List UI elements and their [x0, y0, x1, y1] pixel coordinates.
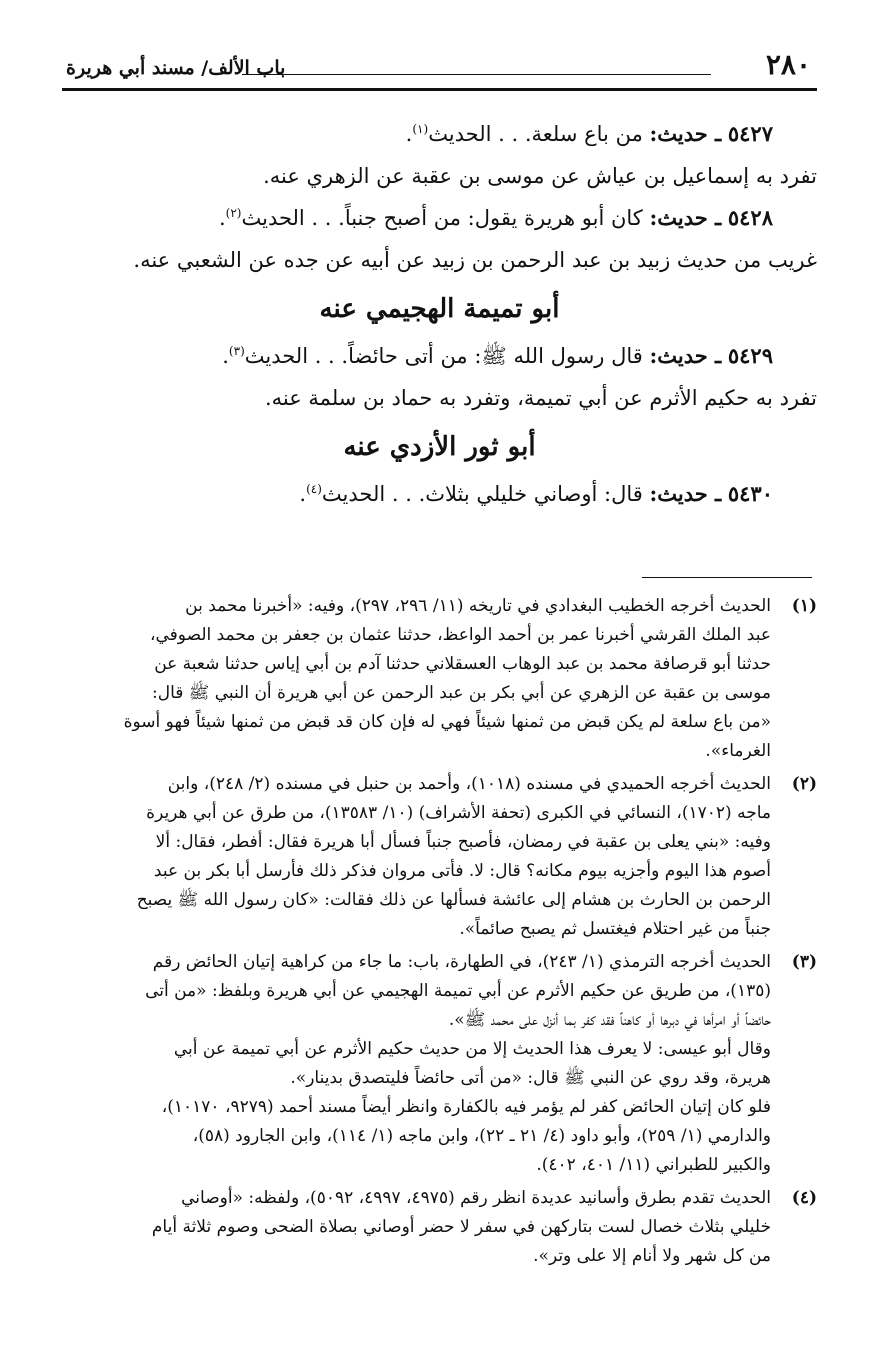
footnote-marker: (١) — [791, 596, 817, 616]
running-header — [62, 48, 817, 88]
footnote-line: الحديث تقدم بطرق وأسانيد عديدة انظر رقم (٤٩٧٥، ٤٩٩٧، ٥٠٩٢)، ولفظه: «أوصاني — [181, 1188, 771, 1208]
footnote-marker: (٣) — [791, 952, 817, 972]
footnote-3 — [62, 948, 817, 1180]
footnote-marker: (٤) — [791, 1188, 817, 1208]
footnote-line: «من باع سلعة لم يكن قبض من ثمنها شيئاً فهي له فإن كان قد قبض من ثمنها شيئاً فهو أسوة — [123, 712, 771, 732]
hadith-number: ٥٤٣٠ — [727, 481, 773, 506]
footnote-line: من كل شهر ولا أنام إلا على وتر». — [533, 1246, 771, 1266]
page-number: ٢٨٠ — [765, 48, 811, 81]
hadith-text: قال رسول الله ﷺ: من أتى حائضاً. . . الحديث — [244, 344, 643, 368]
hadith-keyword: ـ حديث: — [649, 481, 722, 506]
hadith-number: ٥٤٢٨ — [727, 205, 773, 230]
footnote-line: عبد الملك القرشي أخبرنا عمر بن أحمد الواعظ، حدثنا عثمان بن جعفر بن محمد الصوفي، — [150, 625, 771, 645]
hadith-text: قال: أوصاني خليلي بثلاث. . . الحديث — [321, 482, 643, 506]
hadith-keyword: ـ حديث: — [649, 343, 722, 368]
hadith-note: غريب من حديث زبيد بن عبد الرحمن بن زبيد عن أبيه عن جده عن الشعبي عنه. — [133, 248, 817, 272]
footnote-line: فلو كان إتيان الحائض كفر لم يؤمر فيه بالكفارة وانظر أيضاً مسند أحمد (٩٢٧٩، ١٠١٧٠)، — [161, 1097, 771, 1117]
footnote-line: أصوم هذا اليوم وأجزيه بيوم مكانه؟ قال: لا. فأتى مروان فذكر ذلك فأرسل أبا بكر بن عبد — [153, 861, 771, 881]
footnote-line: حدثنا أبو قرصافة محمد بن عبد الوهاب العسقلاني حدثنا آدم بن أبي إياس حدثنا شعبة عن — [154, 654, 771, 674]
footnote-ref: (٤) — [306, 482, 322, 496]
main-text — [62, 113, 817, 515]
hadith-5427: ٥٤٢٧ ـ حديث: من باع سلعة. . . الحديث$^{(١)}$. — [405, 121, 773, 146]
footnote-separator — [642, 577, 812, 578]
footnote-line: هريرة، وقد روي عن النبي ﷺ قال: «من أتى حائضاً فليتصدق بدينار». — [290, 1068, 771, 1088]
footnote-line: الرحمن بن الحارث بن هشام إلى عائشة فسألها عن ذلك فقالت: «كان رسول الله ﷺ يصبح — [136, 890, 771, 910]
footnotes — [62, 592, 817, 1275]
footnote-2 — [62, 770, 817, 944]
footnote-line: حائضاً أو امرأها في دبرها أو كاهناً فقد كفر بما أنزل على محمد ﷺ». — [448, 1010, 771, 1030]
hadith-5430: ٥٤٣٠ ـ حديث: قال: أوصاني خليلي بثلاث. . . الحديث$^{(٤)}$. — [299, 481, 773, 506]
book-page — [62, 0, 817, 1365]
hadith-keyword: ـ حديث: — [649, 205, 722, 230]
footnote-ref: (١) — [412, 122, 429, 136]
footnote-line: (١٣٥)، من طريق عن حكيم الأثرم عن أبي تميمة الهجيمي عن أبي هريرة وبلفظ: «من أتى — [145, 981, 771, 1001]
hadith-note: تفرد به حكيم الأثرم عن أبي تميمة، وتفرد به حماد بن سلمة عنه. — [264, 386, 817, 410]
footnote-line: وفيه: «بني يعلى بن عقبة في رمضان، فأصبح جنباً فسأل أبا هريرة فقال: أفطر، فقال: ألا — [155, 832, 771, 852]
section-heading: أبو تميمة الهجيمي عنه — [319, 294, 560, 324]
footnote-line: ماجه (١٧٠٢)، النسائي في الكبرى (تحفة الأشراف) (١٠/ ١٣٥٨٣)، من طرق عن أبي هريرة — [146, 803, 771, 823]
footnote-line: جنباً من غير احتلام فيغتسل ثم يصبح صائماً». — [459, 919, 771, 939]
hadith-number: ٥٤٢٩ — [727, 343, 773, 368]
footnote-line: والكبير للطبراني (١١/ ٤٠١، ٤٠٢). — [536, 1155, 771, 1175]
footnote-line: الحديث أخرجه الترمذي (١/ ٢٤٣)، في الطهارة، باب: ما جاء من كراهية إتيان الحائض رقم — [152, 952, 771, 972]
footnote-line: خليلي بثلاث خصال لست بتاركهن في سفر لا حضر أوصاني بصلاة الضحى وصوم ثلاثة أيام — [151, 1217, 771, 1237]
section-heading: أبو ثور الأزدي عنه — [343, 432, 536, 462]
footnote-ref: (٢) — [225, 206, 242, 220]
hadith-text: كان أبو هريرة يقول: من أصبح جنباً. . . الحديث — [241, 206, 643, 230]
footnote-line: والدارمي (١/ ٢٥٩)، وأبو داود (٤/ ٢١ ـ ٢٢)، وابن ماجه (١/ ١١٤)، وابن الجارود (٥٨)، — [192, 1126, 771, 1146]
hadith-keyword: ـ حديث: — [649, 121, 722, 146]
hadith-5428: ٥٤٢٨ ـ حديث: كان أبو هريرة يقول: من أصبح جنباً. . . الحديث$^{(٢)}$. — [218, 205, 773, 230]
footnote-line: موسى بن عقبة عن الزهري عن أبي بكر بن عبد الرحمن عن أبي هريرة أن النبي ﷺ قال: — [151, 683, 771, 703]
footnote-line: وقال أبو عيسى: لا يعرف هذا الحديث إلا من حديث حكيم الأثرم عن أبي تميمة عن أبي — [173, 1039, 771, 1059]
hadith-number: ٥٤٢٧ — [727, 121, 773, 146]
hadith-5429: ٥٤٢٩ ـ حديث: قال رسول الله ﷺ: من أتى حائضاً. . . الحديث$^{(٣)}$. — [222, 343, 773, 368]
footnote-line: الحديث أخرجه الخطيب البغدادي في تاريخه (١١/ ٢٩٦، ٢٩٧)، وفيه: «أخبرنا محمد بن — [185, 596, 771, 616]
footnote-marker: (٢) — [791, 774, 817, 794]
running-title: باب الألف/ مسند أبي هريرة — [66, 57, 286, 79]
hadith-note: تفرد به إسماعيل بن عياش عن موسى بن عقبة عن الزهري عنه. — [263, 164, 817, 188]
footnote-line: الحديث أخرجه الحميدي في مسنده (١٠١٨)، وأحمد بن حنبل في مسنده (٢/ ٢٤٨)، وابن — [167, 774, 771, 794]
footnote-line: الغرماء». — [705, 741, 771, 761]
footnote-1 — [62, 592, 817, 766]
header-line — [242, 74, 711, 75]
footnote-4 — [62, 1184, 817, 1271]
footnote-ref: (٣) — [228, 344, 245, 358]
hadith-text: من باع سلعة. . . الحديث — [428, 122, 643, 146]
header-rule — [62, 88, 817, 91]
